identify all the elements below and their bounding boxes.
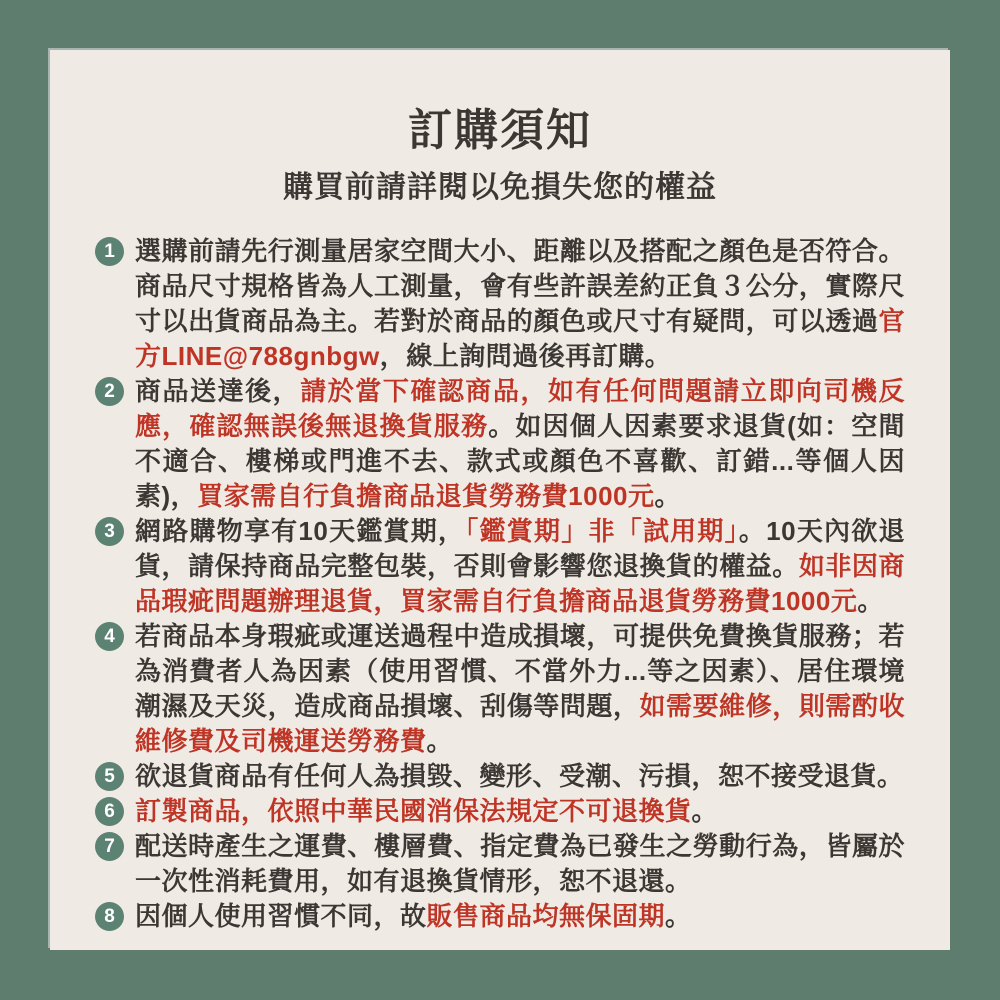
body-text: ，線上詢問過後再訂購。 xyxy=(379,341,672,371)
body-text: 配送時產生之運費、樓層費、指定費為已發生之勞動行為，皆屬於一次性消耗費用，如有退換貨情形，恕不退還。 xyxy=(135,831,905,896)
body-text: 欲退貨商品有任何人為損毀、變形、受潮、污損，恕不接受退貨。 xyxy=(135,761,904,791)
body-text: 網路購物享有10天鑑賞期， xyxy=(135,516,466,546)
item-number-badge: 3 xyxy=(95,517,124,546)
notice-item xyxy=(95,374,905,514)
highlight-text: 訂製商品，依照中華民國消保法規定不可退換貨 xyxy=(135,796,692,826)
notice-item-text xyxy=(135,514,905,619)
highlight-text: 販售商品均無保固期 xyxy=(426,901,666,931)
body-text: 。如因個人因素要求退貨(如：空間不適合、樓梯或門進不去、款式或顏色不喜歡、訂錯...等個人因素)， xyxy=(135,411,905,511)
body-text: 若商品本身瑕疵或運送過程中造成損壞，可提供免費換貨服務；若為消費者人為因素（使用習慣、不當外力...等之因素）、居住環境潮濕及天災，造成商品損壞、刮傷等問題， xyxy=(135,621,905,721)
highlight-text: 買家需自行負擔商品退貨勞務費1000元 xyxy=(197,481,655,511)
highlight-text: 「鑑賞期」非「試用期」 xyxy=(465,516,739,546)
item-number-badge: 5 xyxy=(95,762,124,791)
body-text: 。 xyxy=(857,586,884,616)
highlight-text: 如非因商品瑕疵問題辦理退貨，買家需自行負擔商品退貨勞務費1000元 xyxy=(135,551,905,616)
notice-item-text xyxy=(135,759,905,794)
highlight-text: 請於當下確認商品，如有任何問題請立即向司機反應，確認無誤後無退換貨服務 xyxy=(135,376,905,441)
notice-item-text xyxy=(135,899,905,934)
body-text: 。10天內欲退貨，請保持商品完整包裝，否則會影響您退換貨的權益。 xyxy=(135,516,905,581)
item-number-badge: 1 xyxy=(95,237,124,266)
body-text: 因個人使用習慣不同，故 xyxy=(135,901,427,931)
notice-item xyxy=(95,514,905,619)
body-text: 。 xyxy=(665,901,692,931)
notice-item-text xyxy=(135,829,905,899)
notice-item-text xyxy=(135,374,905,514)
notice-item xyxy=(95,759,905,794)
notice-item xyxy=(95,619,905,759)
highlight-text: 如需要維修，則需酌收維修費及司機運送勞務費 xyxy=(135,691,905,756)
notice-item-text xyxy=(135,619,905,759)
item-number-badge: 4 xyxy=(95,622,124,651)
item-number-badge: 6 xyxy=(95,797,124,826)
notice-item-text xyxy=(135,794,905,829)
body-text: 選購前請先行測量居家空間大小、距離以及搭配之顏色是否符合。商品尺寸規格皆為人工測量，會有些許誤差約正負３公分，實際尺寸以出貨商品為主。若對於商品的顏色或尺寸有疑問，可以透過 xyxy=(135,236,905,336)
body-text: 商品送達後， xyxy=(135,376,301,406)
item-number-badge: 8 xyxy=(95,902,124,931)
notice-list xyxy=(95,234,905,934)
notice-item xyxy=(95,829,905,899)
highlight-text: 官方LINE@788gnbgw xyxy=(135,306,905,371)
notice-item xyxy=(95,234,905,374)
page-title: 訂購須知 xyxy=(408,106,592,155)
notice-item xyxy=(95,899,905,934)
body-text: 。 xyxy=(691,796,719,826)
notice-item xyxy=(95,794,905,829)
body-text: 。 xyxy=(426,726,454,756)
item-number-badge: 7 xyxy=(95,832,124,861)
body-text: 。 xyxy=(654,481,682,511)
notice-item-text xyxy=(135,234,905,374)
notice-panel xyxy=(50,50,950,950)
item-number-badge: 2 xyxy=(95,377,124,406)
page-subtitle: 購買前請詳閱以免損失您的權益 xyxy=(283,171,717,204)
